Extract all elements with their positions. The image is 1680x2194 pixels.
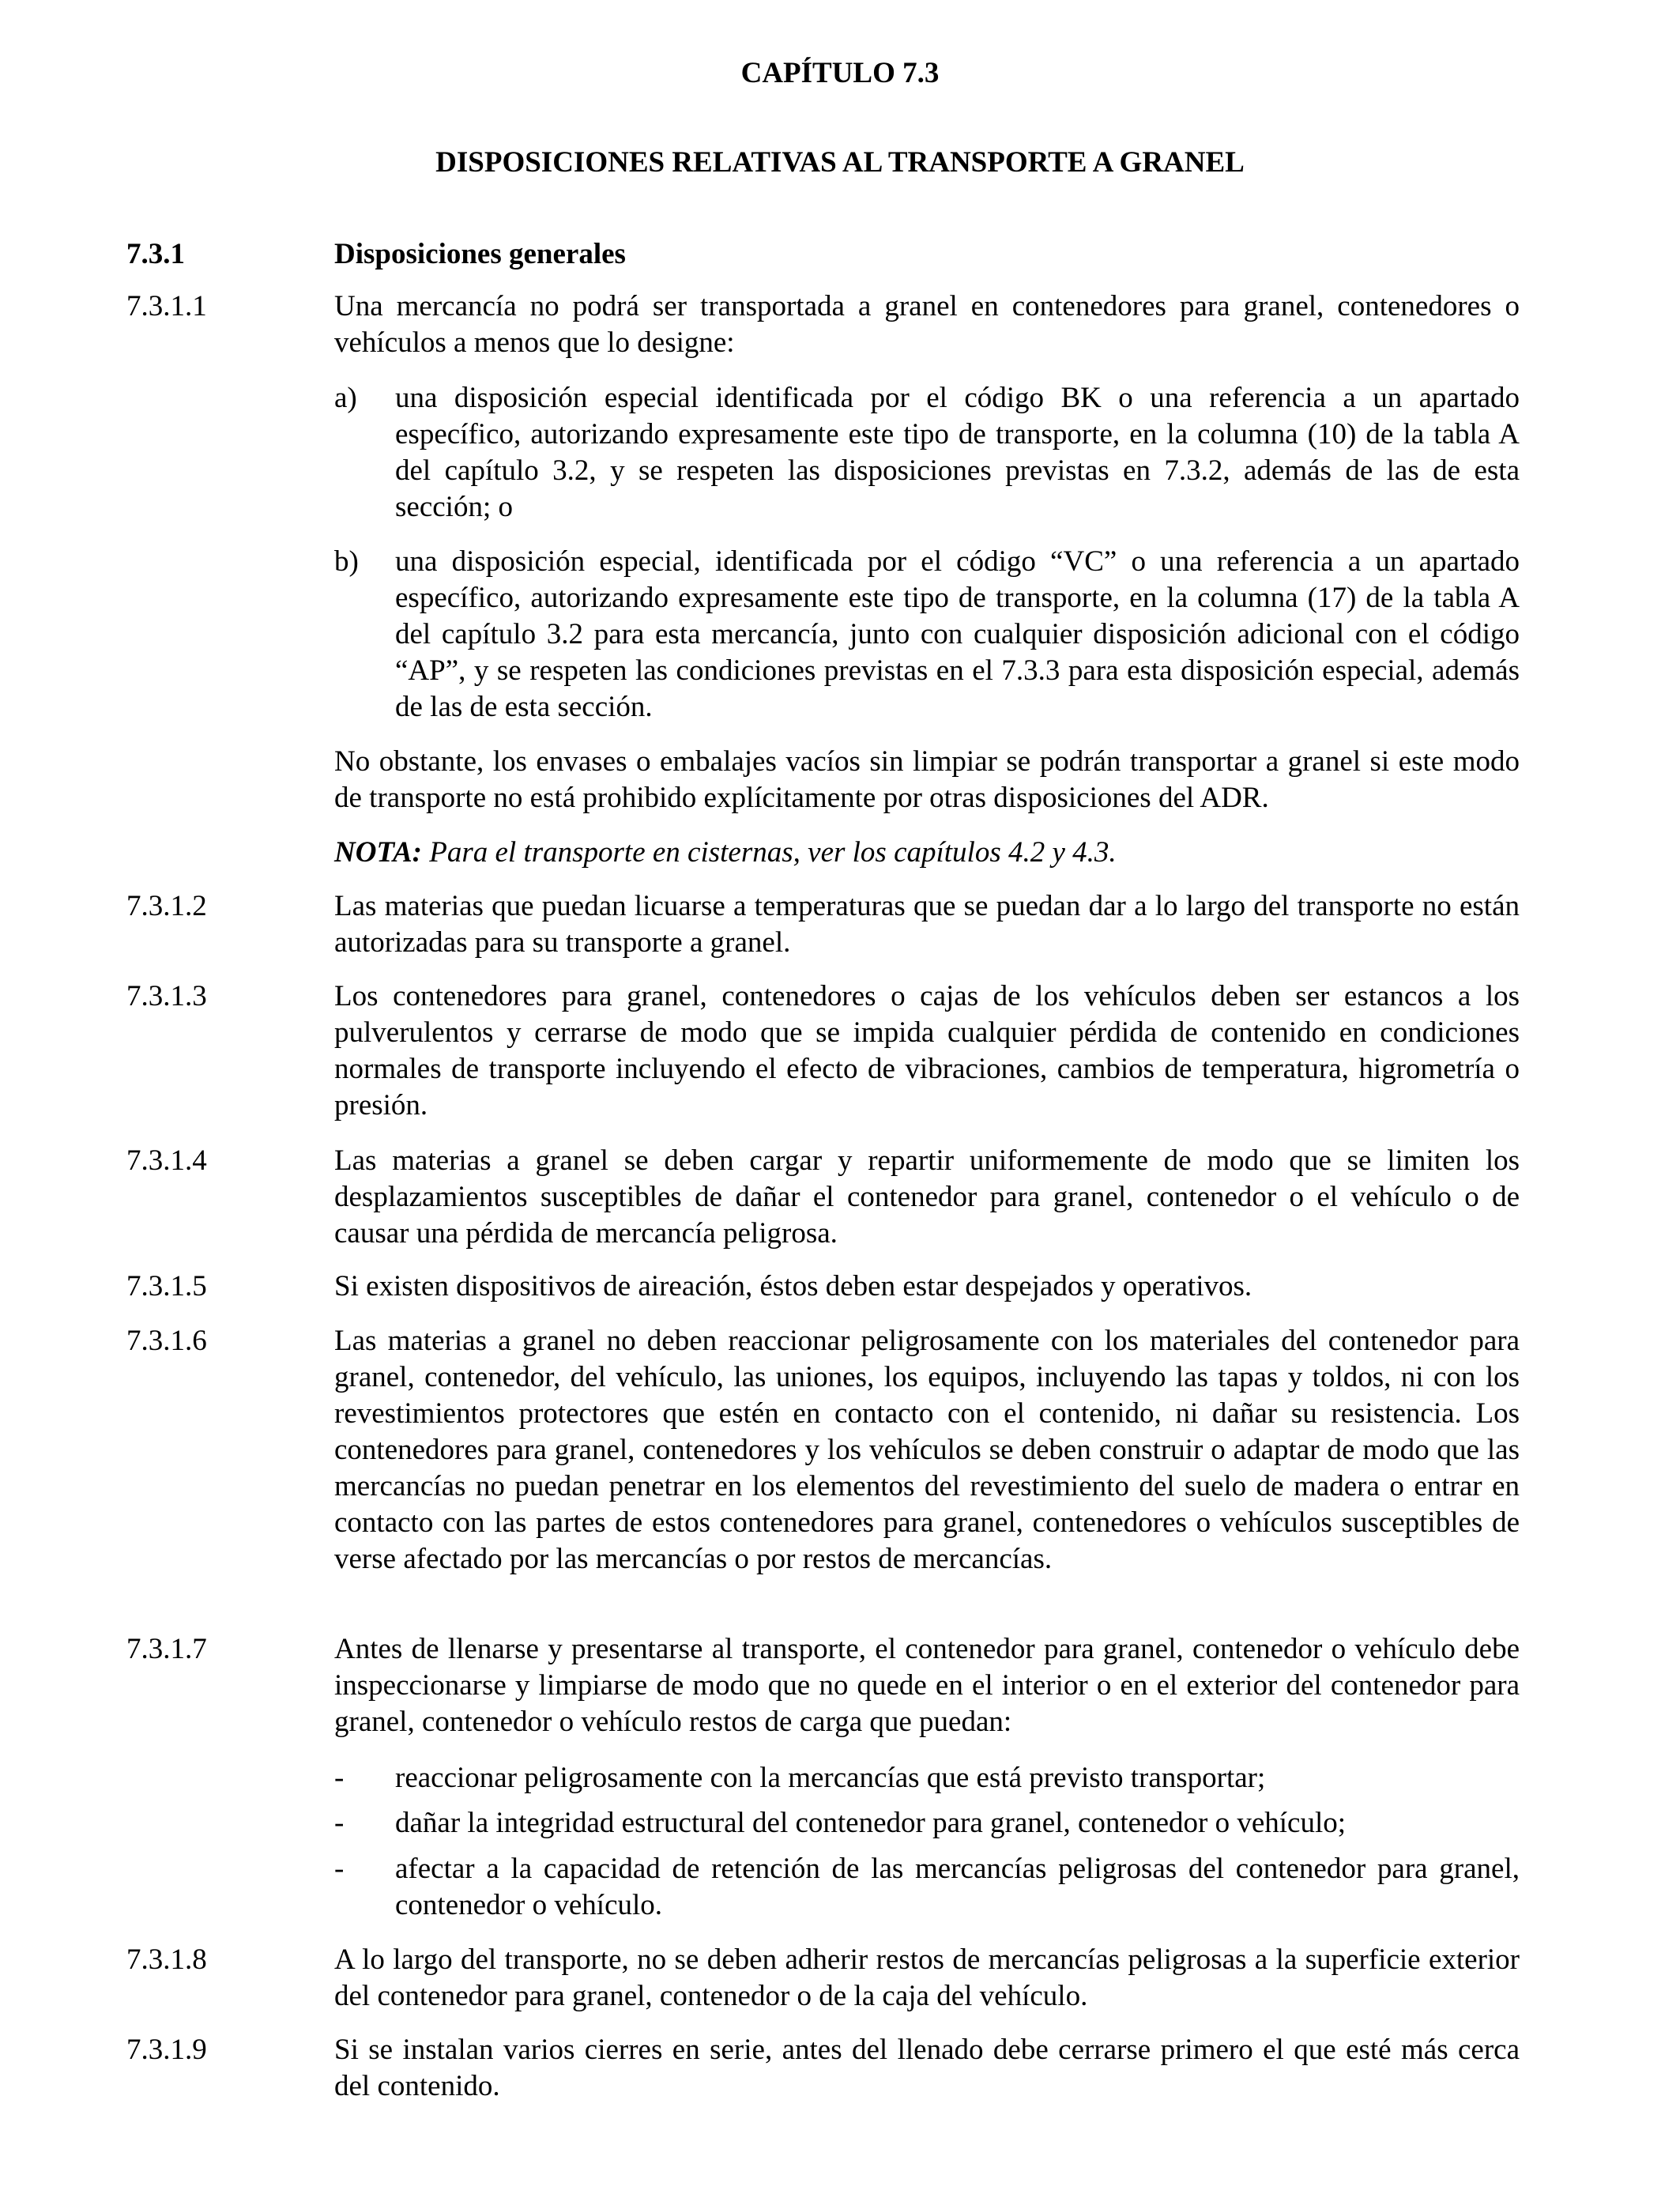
paragraph-text: Una mercancía no podrá ser transportada a granel en contenedores para granel, contenedores o vehículos a menos que lo designe:: [334, 290, 1520, 359]
paragraph-number: 7.3.1.8: [126, 1943, 207, 1976]
paragraph-text: Antes de llenarse y presentarse al transporte, el contenedor para granel, contenedor o vehículo debe inspeccionarse y limpiarse de modo que no quede en el interior o en el exterior del contenedor para granel, contenedor o vehículo restos de carga que puedan:: [334, 1633, 1520, 1738]
paragraph-text: Si se instalan varios cierres en serie, antes del llenado debe cerrarse primero el que esté más cerca del contenido.: [334, 2034, 1520, 2102]
paragraph-text: Las materias a granel se deben cargar y repartir uniformemente de modo que se limiten los desplazamientos susceptibles de dañar el contenedor para granel, contenedor o el vehículo o de causar una pérdida de mercancía peligrosa.: [334, 1144, 1520, 1250]
paragraph-number: 7.3.1.9: [126, 2034, 207, 2066]
list-marker: -: [334, 1762, 345, 1794]
paragraph-number: 7.3.1.6: [126, 1325, 207, 1357]
paragraph-text: No obstante, los envases o embalajes vacíos sin limpiar se podrán transportar a granel si este modo de transporte no está prohibido explícitamente por otras disposiciones del ADR.: [334, 745, 1520, 814]
list-item-text: una disposición especial, identificada por el código “VC” o una referencia a un apartado específico, autorizando expresamente este tipo de transporte, en la columna (17) de la tabla A del capítulo 3.2 para esta mercancía, junto con cualquier disposición adicional con el código “AP”, y se respeten las condiciones previstas en el 7.3.3 para esta disposición especial, además de las de esta sección.: [395, 545, 1520, 723]
paragraph-number: 7.3.1.4: [126, 1144, 207, 1177]
note-label: NOTA:: [334, 836, 422, 869]
section-heading: Disposiciones generales: [334, 238, 626, 270]
paragraph-number: 7.3.1.2: [126, 890, 207, 922]
paragraph-text: Las materias que puedan licuarse a temperaturas que se puedan dar a lo largo del transporte no están autorizadas para su transporte a granel.: [334, 890, 1520, 959]
paragraph-text: A lo largo del transporte, no se deben adherir restos de mercancías peligrosas a la superficie exterior del contenedor para granel, contenedor o de la caja del vehículo.: [334, 1943, 1520, 2012]
paragraph-text: Si existen dispositivos de aireación, éstos deben estar despejados y operativos.: [334, 1270, 1252, 1302]
paragraph-number: 7.3.1.7: [126, 1633, 207, 1665]
list-marker: a): [334, 382, 357, 414]
paragraph-text: Los contenedores para granel, contenedores o cajas de los vehículos deben ser estancos a los pulverulentos y cerrarse de modo que se impida cualquier pérdida de contenido en condiciones normales de transporte incluyendo el efecto de vibraciones, cambios de temperatura, higrometría o presión.: [334, 980, 1520, 1122]
list-marker: -: [334, 1853, 345, 1885]
list-item-text: afectar a la capacidad de retención de las mercancías peligrosas del contenedor para granel, contenedor o vehículo.: [395, 1853, 1520, 1921]
list-marker: -: [334, 1807, 345, 1839]
list-item-text: reaccionar peligrosamente con la mercancías que está previsto transportar;: [395, 1762, 1266, 1794]
list-item-text: una disposición especial identificada por el código BK o una referencia a un apartado específico, autorizando expresamente este tipo de transporte, en la columna (10) de la tabla A del capítulo 3.2, y se respeten las disposiciones previstas en 7.3.2, además de las de esta sección; o: [395, 382, 1520, 523]
paragraph-number: 7.3.1.1: [126, 290, 207, 322]
chapter-title: CAPÍTULO 7.3: [740, 57, 940, 89]
note-line: [334, 835, 1520, 871]
section-number: 7.3.1: [126, 238, 185, 270]
list-marker: b): [334, 545, 359, 578]
note-text: Para el transporte en cisternas, ver los capítulos 4.2 y 4.3.: [429, 836, 1117, 869]
list-item-text: dañar la integridad estructural del contenedor para granel, contenedor o vehículo;: [395, 1807, 1347, 1839]
paragraph-text: Las materias a granel no deben reaccionar peligrosamente con los materiales del contenedor para granel, contenedor, del vehículo, las uniones, los equipos, incluyendo las tapas y toldos, ni con los revestimientos protectores que estén en contacto con el contenido, ni dañar su resistencia. Los contenedores para granel, contenedores y los vehículos se deben construir o adaptar de modo que las mercancías no puedan penetrar en los elementos del revestimiento del suelo de madera o entrar en contacto con las partes de estos contenedores para granel, contenedores o vehículos susceptibles de verse afectado por las mercancías o por restos de mercancías.: [334, 1325, 1520, 1575]
chapter-subtitle: DISPOSICIONES RELATIVAS AL TRANSPORTE A GRANEL: [435, 146, 1245, 179]
paragraph-number: 7.3.1.3: [126, 980, 207, 1012]
paragraph-number: 7.3.1.5: [126, 1270, 207, 1302]
